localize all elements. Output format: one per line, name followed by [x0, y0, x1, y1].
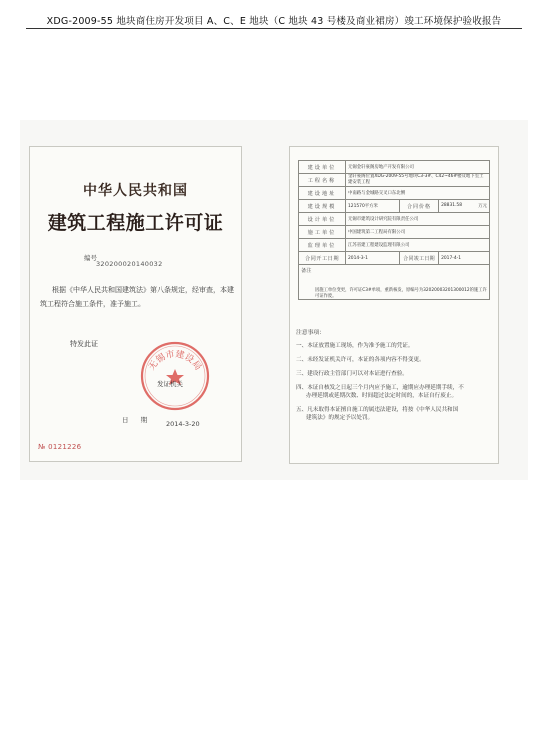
row-sub-value [439, 200, 490, 213]
remarks-cell [299, 265, 490, 300]
row-value: 中南路与金城路交叉口东北侧 [346, 187, 490, 200]
permit-title: 建筑工程施工许可证 [47, 212, 224, 234]
table-row [299, 161, 490, 174]
note-item [296, 356, 492, 364]
permit-serial-number: № 0121226 [38, 443, 82, 451]
table-row [299, 239, 490, 252]
row-value: 2014-3-1 [346, 252, 400, 265]
row-value: 121570平方米 [346, 200, 400, 213]
permit-details-table [298, 160, 490, 300]
row-value: 无锡市建筑设计研究院有限责任公司 [346, 213, 490, 226]
svg-text:无锡市建设局 [146, 348, 203, 373]
table-row [299, 174, 490, 187]
note-item [296, 342, 492, 350]
permit-details-page [289, 146, 499, 464]
row-sub-label: 合同竣工日期 [400, 252, 439, 265]
note-line: 四、本证自核发之日起三个月内应予施工，逾期应办理延期手续，不 [296, 384, 464, 391]
permit-date-value: 2014-3-20 [166, 420, 200, 428]
note-line-continued: 办理延期或延期次数、时间超过法定时间的，本证自行废止。 [306, 393, 458, 400]
permit-notes [296, 327, 492, 428]
contract-price-unit: 万元 [478, 204, 487, 209]
remarks-text: 因施工单位变更，许可证C3#单项，重新核发，原编号为32020003201300012的施工许可证作废。 [315, 288, 487, 299]
permit-cover [29, 146, 242, 462]
row-value: 江苏省建工程建设监理有限公司 [346, 239, 490, 252]
row-label: 工程名称 [299, 174, 346, 187]
remarks-label: 备注 [301, 268, 312, 274]
row-value: 无锡金轩豪阁房地产开发有限公司 [346, 161, 490, 174]
table-row [299, 265, 490, 300]
note-line: 二、未经发证机关许可，本证的各项内容不得变更。 [296, 356, 425, 363]
document-header-title: XDG-2009-55 地块商住房开发项目 A、C、E 地块（C 地块 43 号楼及商业裙房）竣工环境保护验收报告 [46, 16, 502, 27]
seal-text: 无锡市建设局 [147, 349, 203, 373]
permit-date-label: 日 期 [122, 416, 153, 424]
row-label: 建设单位 [299, 161, 346, 174]
table-row [299, 200, 490, 213]
permit-issuer-label: 发证机关 [157, 380, 183, 388]
note-line-continued: 建筑法》的规定予以处罚。 [306, 415, 374, 422]
note-item [296, 384, 492, 401]
row-sub-label: 合同价格 [400, 200, 439, 213]
table-row [299, 226, 490, 239]
row-label: 建设地址 [299, 187, 346, 200]
notes-title: 注意事项： [296, 330, 325, 336]
table-row [299, 187, 490, 200]
contract-price: 28831.58 [441, 203, 463, 208]
permit-body-text: 根据《中华人民共和国建筑法》第八条规定，经审查，本建筑工程符合施工条件，准予施工。 [40, 286, 234, 308]
note-item [296, 406, 492, 423]
note-line: 五、凡未取得本证擅自施工的属违法建设，将按《中华人民共和国 [296, 407, 459, 414]
row-label: 施工单位 [299, 226, 346, 239]
note-line: 一、本证放置施工现场，作为准予施工的凭证。 [296, 343, 414, 349]
official-seal-stamp [138, 339, 212, 413]
note-line: 三、建设行政主管部门可以对本证进行查验。 [296, 370, 408, 377]
row-label: 合同开工日期 [299, 252, 346, 265]
row-label: 监理单位 [299, 239, 346, 252]
table-row [299, 213, 490, 226]
table-row [299, 252, 490, 265]
permit-number-value: 320200020140032 [96, 260, 163, 268]
row-label: 建设规模 [299, 200, 346, 213]
row-label: 设计单位 [299, 213, 346, 226]
row-sub-value: 2017-4-1 [439, 252, 490, 265]
header-divider [26, 28, 522, 29]
row-value: 金轩豪阁位置XDG-2009-55号地块C3-3#、C42~46#楼及地下室土建安装工程 [346, 174, 490, 187]
permit-special-note: 特发此证 [70, 340, 98, 348]
permit-number-label: 编号 [84, 254, 97, 262]
permit-country: 中华人民共和国 [83, 183, 188, 199]
row-value: 中国建筑第二工程局有限公司 [346, 226, 490, 239]
note-item [296, 370, 492, 378]
